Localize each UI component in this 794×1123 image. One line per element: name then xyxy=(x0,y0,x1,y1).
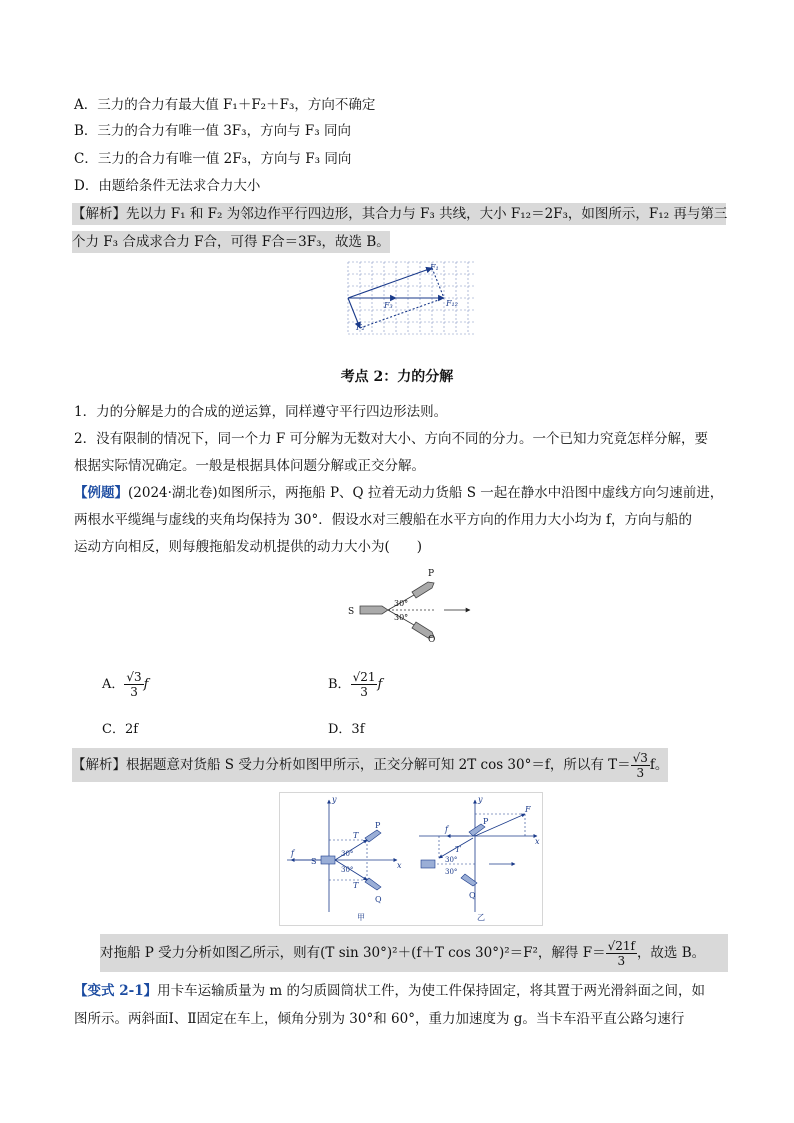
label-q: Q xyxy=(428,635,436,642)
point-2a: 2．没有限制的情况下，同一个力 F 可分解为无数对大小、方向不同的分力。一个已知力究竟怎样分解，要 xyxy=(74,431,709,447)
answer-a xyxy=(102,670,148,699)
answer-a-num: √3 xyxy=(126,670,142,684)
example-tag: 【例题】 xyxy=(74,485,128,501)
label-s-jia: S xyxy=(311,857,317,866)
label-t-bottom: T xyxy=(353,881,359,890)
label-x2: x xyxy=(535,837,540,846)
label-y2: y xyxy=(478,795,483,804)
boats-figure xyxy=(340,562,490,642)
label-q-yi: Q xyxy=(469,891,476,900)
analysis2-frac xyxy=(631,751,650,780)
analysis3-pre: 对拖船 P 受力分析如图乙所示，则有(T sin 30°)²＋(f＋T cos 30°)²＝F²，解得 F＝ xyxy=(100,945,606,961)
force-diagram-figure xyxy=(279,792,543,926)
option-a: A．三力的合力有最大值 F₁＋F₂＋F₃，方向不确定 xyxy=(74,97,376,113)
analysis3 xyxy=(100,934,728,972)
variant-line1 xyxy=(74,980,705,1002)
analysis2-num: √3 xyxy=(632,751,648,765)
angle-jia-bottom: 30° xyxy=(341,866,354,874)
example-line3: 运动方向相反，则每艘拖船发动机提供的动力大小为( ) xyxy=(74,539,423,555)
label-f-left: f xyxy=(291,849,294,858)
label-y1: y xyxy=(332,795,337,804)
analysis2-post: f。 xyxy=(649,757,669,773)
variant-line2: 图所示。两斜面Ⅰ、Ⅱ固定在车上，倾角分别为 30°和 60°，重力加速度为 g。当卡车沿平直公路匀速行 xyxy=(74,1011,685,1027)
answer-b-suffix: f xyxy=(377,677,383,692)
answer-b-num: √21 xyxy=(352,670,376,684)
angle-yi-bottom: 30° xyxy=(445,868,458,876)
label-p: P xyxy=(428,569,435,579)
label-yi: 乙 xyxy=(477,913,485,922)
angle-yi-top: 30° xyxy=(445,856,458,864)
analysis3-frac xyxy=(606,939,637,968)
analysis2-den: 3 xyxy=(636,766,645,780)
option-b: B．三力的合力有唯一值 3F₃，方向与 F₃ 同向 xyxy=(74,123,351,139)
label-x1: x xyxy=(397,861,402,870)
analysis1-line2: 个力 F₃ 合成求合力 F合，可得 F合＝3F₃，故选 B。 xyxy=(72,231,390,253)
analysis3-den: 3 xyxy=(617,954,626,968)
answer-b-prefix: B． xyxy=(328,677,351,692)
answer-a-frac xyxy=(124,670,143,699)
label-p-yi: P xyxy=(483,817,489,826)
label-jia: 甲 xyxy=(357,913,365,922)
variant-tag: 【变式 2-1】 xyxy=(74,983,158,999)
option-c: C．三力的合力有唯一值 2F₃，方向与 F₃ 同向 xyxy=(74,151,352,167)
example-line1 xyxy=(74,482,723,504)
label-f-yi: f xyxy=(445,825,448,834)
answer-a-prefix: A． xyxy=(102,677,125,692)
answer-b xyxy=(328,670,382,699)
analysis3-post: ，故选 B。 xyxy=(636,945,706,961)
analysis2 xyxy=(72,748,668,782)
label-t-yi: T xyxy=(455,845,461,854)
answer-b-den: 3 xyxy=(360,685,368,699)
option-d: D．由题给条件无法求合力大小 xyxy=(74,178,261,194)
example-line2: 两根水平缆绳与虚线的夹角均保持为 30°．假设水对三艘船在水平方向的作用力大小均为 f，方向与船的 xyxy=(74,512,693,528)
answer-a-suffix: f xyxy=(143,677,149,692)
label-f1: F₁ xyxy=(430,263,439,272)
angle-30-bottom: 30° xyxy=(394,613,409,622)
label-s: S xyxy=(348,607,355,617)
analysis3-num: √21f xyxy=(607,939,635,953)
point-2b: 根据实际情况确定。一般是根据具体问题分解或正交分解。 xyxy=(74,458,425,474)
label-f12: F₁₂ xyxy=(446,299,458,308)
label-t-top: T xyxy=(353,831,359,840)
force-grid-figure xyxy=(344,258,478,338)
example-text1: (2024·湖北卷)如图所示，两拖船 P、Q 拉着无动力货船 S 一起在静水中沿图中虚线方向匀速前进， xyxy=(128,485,724,501)
label-f3: F₃ xyxy=(384,301,393,310)
angle-jia-top: 30° xyxy=(341,850,354,858)
variant-text1: 用卡车运输质量为 m 的匀质圆筒状工件，为使工件保持固定，将其置于两光滑斜面之间，如 xyxy=(157,983,705,999)
label-p-jia: P xyxy=(375,821,381,830)
answer-c: C．2f xyxy=(102,722,139,737)
label-big-f: F xyxy=(525,805,531,814)
angle-30-top: 30° xyxy=(394,599,409,608)
analysis1-line1: 【解析】先以力 F₁ 和 F₂ 为邻边作平行四边形，其合力与 F₃ 共线，大小 F₁₂＝2F₃，如图所示，F₁₂ 再与第三 xyxy=(72,203,726,225)
label-q-jia: Q xyxy=(375,895,382,904)
section-heading: 考点 2：力的分解 xyxy=(340,369,454,385)
label-f2: F₂ xyxy=(356,323,365,332)
answer-a-den: 3 xyxy=(130,685,138,699)
analysis2-pre: 【解析】根据题意对货船 S 受力分析如图甲所示，正交分解可知 2T cos 30°＝f，所以有 T＝ xyxy=(72,757,631,773)
answer-d: D．3f xyxy=(328,722,365,737)
point-1: 1．力的分解是力的合成的逆运算，同样遵守平行四边形法则。 xyxy=(74,404,448,420)
answer-b-frac xyxy=(351,670,378,699)
